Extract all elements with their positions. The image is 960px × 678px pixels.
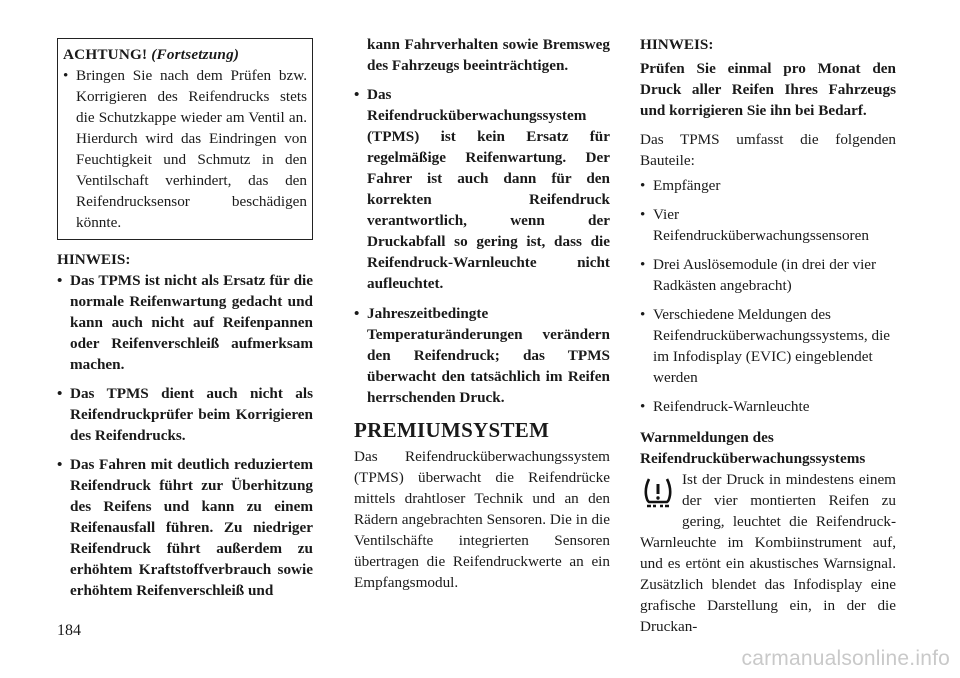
warning-heading	[63, 44, 307, 65]
note-text: Prüfen Sie einmal pro Monat den Druck aller Reifen Ihres Fahrzeugs und korrigieren Sie ihn bei Bedarf.	[640, 60, 896, 119]
warning-list	[63, 65, 307, 233]
note-item: • Das Reifendrucküberwachungssystem (TPMS) ist kein Ersatz für regelmäßige Reifenwartung. Der Fahrer ist auch dann für den korrekten Reifendruck verantwortlich, wenn der Druckabfall so gering ist, dass die Reifendruck-Warnleuchte nicht aufleuchtet.	[354, 84, 610, 294]
note-heading: HINWEIS:	[57, 251, 131, 268]
note-item: • Das Fahren mit deutlich reduziertem Reifendruck führt zur Überhitzung des Reifens und kann zu einem Reifenausfall führen. Zu niedriger Reifendruck führt außerdem zu erhöhtem Kraftstoffverbrauch sowie erhöhtem Reifenverschleiß und	[57, 454, 313, 601]
note-item: • Das TPMS dient auch nicht als Reifendruckprüfer beim Korrigieren des Reifendrucks.	[57, 383, 313, 446]
warnings-heading: Warnmeldungen des Reifendrucküberwachungssystems	[640, 429, 866, 467]
continued-note: kann Fahrverhalten sowie Bremsweg des Fahrzeugs beeinträchtigen.	[367, 36, 610, 74]
warning-box	[57, 38, 313, 240]
warning-title-suffix: (Fortsetzung)	[151, 46, 240, 63]
component-item: • Reifendruck-Warnleuchte	[640, 396, 896, 417]
component-item: • Empfänger	[640, 175, 896, 196]
section-body: Das Reifendrucküberwachungssystem (TPMS) überwacht die Reifendrücke mittels drahtloser Technik und an den Rädern angebrachten Sensoren. Die in die Ventilschäfte integrierten Sensoren übertragen die Reifendruckwerte an ein Empfangsmodul.	[354, 448, 610, 591]
components-list	[640, 175, 896, 417]
note-list	[57, 270, 313, 601]
watermark: carmanualsonline.info	[741, 647, 950, 670]
component-item: • Vier Reifendrucküberwachungssensoren	[640, 204, 896, 246]
warnings-body: Ist der Druck in mindestens einem der vier montierten Reifen zu gering, leuchtet die Reifendruck-Warnleuchte im Kombiinstrument auf, und es ertönt ein akustisches Warnsignal. Zusätzlich blendet das Infodisplay eine grafische Darstellung ein, in der die Druckan-	[640, 471, 896, 635]
note-item: • Das TPMS ist nicht als Ersatz für die normale Reifenwartung gedacht und kann auch nicht auf Reifenpannen oder Reifenverschleiß aufmerksam machen.	[57, 270, 313, 375]
components-intro: Das TPMS umfasst die folgenden Bauteile:	[640, 131, 896, 169]
left-column	[57, 38, 313, 601]
warning-title: ACHTUNG!	[63, 46, 148, 63]
warnings-block	[640, 469, 896, 637]
note-item: • Jahreszeitbedingte Temperaturänderungen verändern den Reifendruck; das TPMS überwacht den tatsächlich im Reifen herrschenden Druck.	[354, 303, 610, 408]
page-number: 184	[57, 622, 81, 639]
note-heading: HINWEIS:	[640, 36, 714, 53]
component-item: • Drei Auslösemodule (in drei der vier Radkästen angebracht)	[640, 254, 896, 296]
note-list	[354, 84, 610, 408]
warning-bullet: • Bringen Sie nach dem Prüfen bzw. Korrigieren des Reifendrucks stets die Schutzkappe wieder am Ventil an. Hierdurch wird das Eindringen von Feuchtigkeit und Schmutz in den Ventilschaft verhindert, das den Reifendrucksensor beschädigen könnte.	[63, 65, 307, 233]
section-title: PREMIUMSYSTEM	[354, 418, 550, 442]
component-item: • Verschiedene Meldungen des Reifendrucküberwachungssystems, die im Infodisplay (EVIC) eingeblendet werden	[640, 304, 896, 388]
tire-pressure-warning-icon	[644, 477, 672, 511]
right-column	[640, 34, 896, 637]
middle-column	[354, 34, 610, 593]
